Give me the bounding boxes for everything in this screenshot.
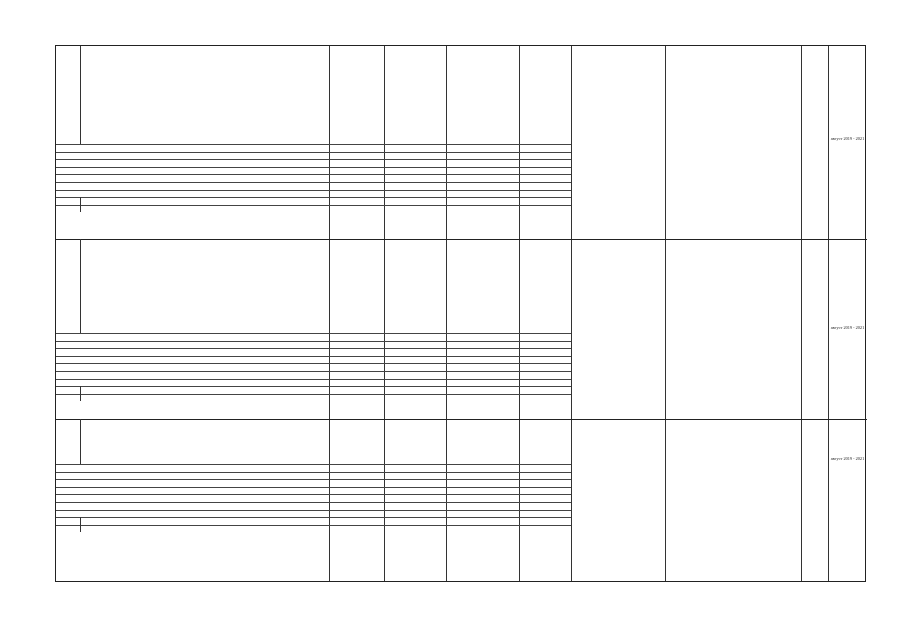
table-row-line: [56, 464, 571, 465]
number-cell-divider: [80, 239, 81, 333]
column-divider: [329, 46, 330, 581]
subsidy-indent-divider: [80, 197, 81, 212]
end-date-label: август 2019 - 2021: [830, 136, 865, 141]
table-row-line: [56, 479, 571, 480]
table-row-line: [56, 152, 571, 153]
table-row-line: [56, 182, 571, 183]
column-divider: [828, 46, 829, 581]
table-row-line: [56, 144, 571, 145]
table-row-line: [56, 394, 571, 395]
section-description: [83, 50, 324, 142]
section-divider: [56, 419, 867, 420]
table-row-line: [56, 494, 571, 495]
column-divider: [665, 46, 666, 581]
number-cell-divider: [80, 419, 81, 464]
subsidy-indent-divider: [80, 517, 81, 532]
column-divider: [446, 46, 447, 581]
table-row-line: [56, 517, 571, 518]
table-row-line: [56, 502, 571, 503]
table-row-line: [56, 159, 571, 160]
table-row-line: [56, 363, 571, 364]
table-row-line: [56, 472, 571, 473]
table-row-line: [56, 190, 571, 191]
section-description: [83, 243, 324, 331]
table-row-line: [56, 333, 571, 334]
table-row-line: [56, 348, 571, 349]
document-table: [55, 45, 866, 582]
end-date-label: август 2019 - 2021: [830, 456, 865, 461]
column-divider: [384, 46, 385, 581]
table-row-line: [56, 205, 571, 206]
number-cell-divider: [80, 46, 81, 144]
table-row-line: [56, 386, 571, 387]
column-divider: [801, 46, 802, 581]
section-divider: [56, 239, 867, 240]
table-row-line: [56, 356, 571, 357]
table-row-line: [56, 341, 571, 342]
table-row-line: [56, 379, 571, 380]
column-divider: [519, 46, 520, 581]
subsidy-indent-divider: [80, 386, 81, 401]
end-date-label: август 2019 - 2021: [830, 325, 865, 330]
section-description: [83, 423, 324, 462]
table-row-line: [56, 525, 571, 526]
table-row-line: [56, 197, 571, 198]
column-divider: [571, 46, 572, 581]
table-row-line: [56, 487, 571, 488]
table-row-line: [56, 174, 571, 175]
table-row-line: [56, 167, 571, 168]
table-row-line: [56, 510, 571, 511]
table-row-line: [56, 371, 571, 372]
